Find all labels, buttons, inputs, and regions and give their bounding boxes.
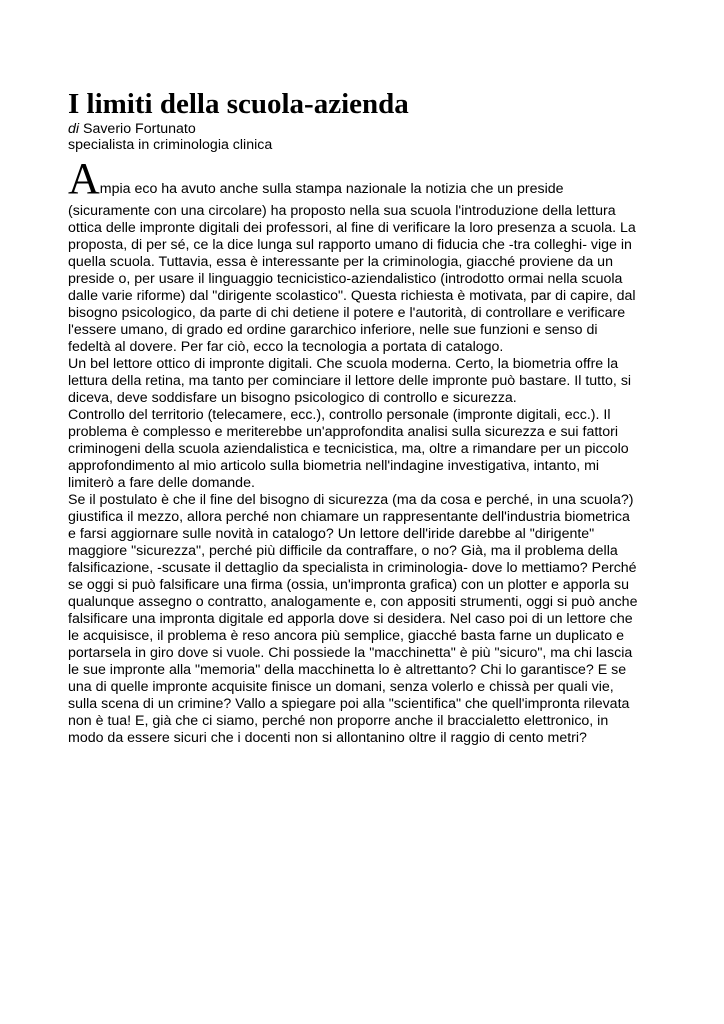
body-line: e farsi aggiornare sulle novità in catalogo? Un lettore dell'iride darebbe al "dirigente" [68, 526, 595, 542]
body-line: maggiore "sicurezza", perché più difficile da contraffare, o no? Già, ma il problema della [68, 543, 618, 559]
body-line: Un bel lettore ottico di impronte digitali. Che scuola moderna. Certo, la biometria offre la [68, 356, 619, 372]
body-line: ottica delle impronte digitali dei professori, al fine di verificare la loro presenza a scuola. La [68, 220, 636, 236]
author-role: specialista in criminologia clinica [68, 137, 273, 153]
body-line: non è tua! E, già che ci siamo, perché non proporre anche il braccialetto elettronico, in [68, 713, 609, 729]
article [68, 87, 660, 747]
body-line: proposta, di per sé, ce la dice lunga sul rapporto umano di fiducia che -tra colleghi- vige in [68, 237, 632, 253]
author-name: Saverio Fortunato [79, 121, 196, 137]
body-line: approfondimento al mio articolo sulla biometria nell'indagine investigativa, intanto, mi [68, 458, 600, 474]
body-line: bisogno psicologico, da parte di chi detiene il potere e l'autorità, di controllare e verificare [68, 305, 626, 321]
body-line: (sicuramente con una circolare) ha proposto nella sua scuola l'introduzione della lettura [68, 203, 616, 219]
body-line: dalle varie riforme) dal "dirigente scolastico". Questa richiesta è motivata, par di capire, dal [68, 288, 636, 304]
lead-line [68, 154, 660, 203]
body-line: le acquisisce, il problema è reso ancora più semplice, giacché basta farne un duplicato e [68, 628, 624, 644]
body-line: Controllo del territorio (telecamere, ecc.), controllo personale (impronte digitali, ecc.). Il [68, 407, 611, 423]
article-body [68, 203, 660, 747]
body-line: problema è complesso e meriterebbe un'approfondita analisi sulla sicurezza e sui fattori [68, 424, 619, 440]
body-line: qualunque assegno o contratto, analogamente e, con appositi strumenti, oggi si può anche [68, 594, 638, 610]
lead-text: mpia eco ha avuto anche sulla stampa nazionale la notizia che un preside [99, 181, 564, 197]
body-line: sulla scena di un crimine? Vallo a spiegare poi alla "scientifica" che quell'impronta rilevata [68, 696, 630, 712]
body-line: preside o, per usare il linguaggio tecnicistico-aziendalistico (introdotto ormai nella scuola [68, 271, 623, 287]
body-line: diceva, deve soddisfare un bisogno psicologico di controllo e sicurezza. [68, 390, 517, 406]
byline [68, 121, 660, 137]
body-line: l'essere umano, di grado ed ordine gararchico inferiore, nelle sue funzioni e senso di [68, 322, 598, 338]
body-line: criminogeni della scuola aziendalistica e tecnicistica, ma, oltre a rimandare per un piccolo [68, 441, 629, 457]
body-line: falsificazione, -scusate il dettaglio da specialista in criminologia- dove lo mettiamo? Perché [68, 560, 637, 576]
article-title: I limiti della scuola-azienda [68, 88, 409, 120]
body-line: fedeltà al dovere. Per far ciò, ecco la tecnologia a portata di catalogo. [68, 339, 504, 355]
body-line: una di quelle impronte acquisite finisce un domani, senza volerlo e chissà per quali vie, [68, 679, 614, 695]
body-line: quella scuola. Tuttavia, essa è interessante per la criminologia, giacché proviene da un [68, 254, 613, 270]
body-line: le sue impronte alla "memoria" della macchinetta lo è altrettanto? Chi lo garantisce? E se [68, 662, 627, 678]
body-line: se oggi si può falsificare una firma (ossia, un'impronta grafica) con un plotter e apporla su [68, 577, 630, 593]
byline-prefix: di [68, 121, 80, 137]
body-line: limiterò a fare delle domande. [68, 475, 255, 491]
body-line: giustifica il mezzo, allora perché non chiamare un rappresentante dell'industria biometrica [68, 509, 630, 525]
drop-cap: A [68, 154, 100, 203]
body-line: Se il postulato è che il fine del bisogno di sicurezza (ma da cosa e perché, in una scuola?) [68, 492, 634, 508]
body-line: modo da essere sicuri che i docenti non si allontanino oltre il raggio di cento metri? [68, 730, 587, 746]
body-line: lettura della retina, ma tanto per cominciare il lettore delle impronte può bastare. Il tutto, si [68, 373, 632, 389]
body-line: portarsela in giro dove si vuole. Chi possiede la "macchinetta" è più "sicuro", ma chi lascia [68, 645, 633, 661]
body-line: falsificare una impronta digitale ed apporla dove si desidera. Nel caso poi di un lettore che [68, 611, 633, 627]
